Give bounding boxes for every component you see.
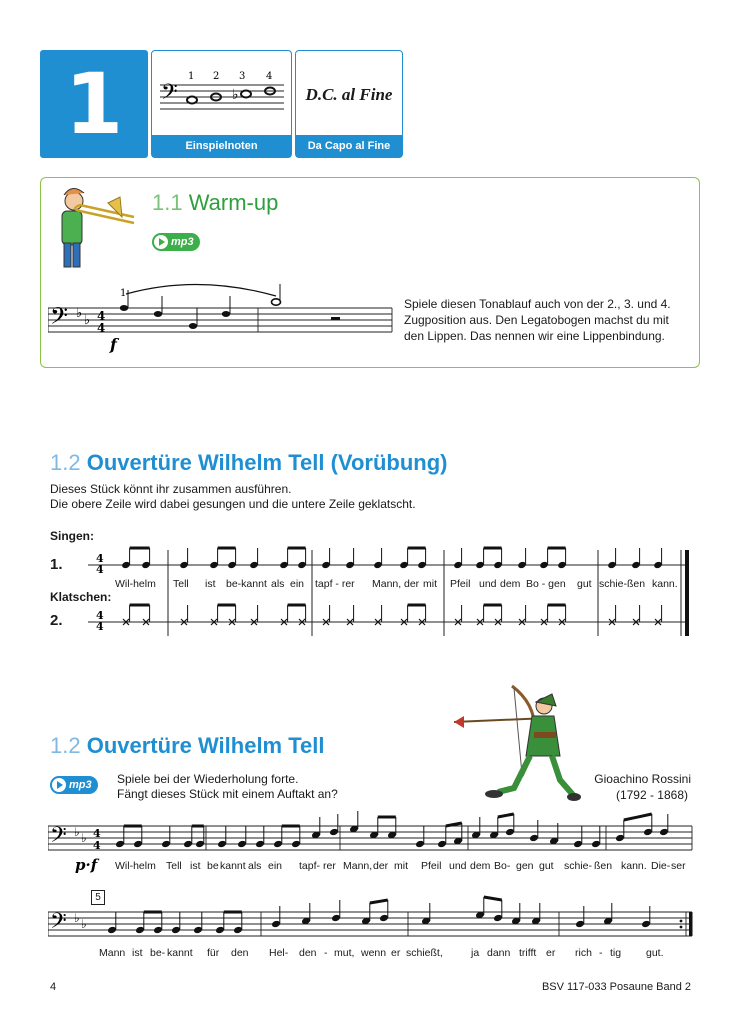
piece-lyric-17: gen [516, 860, 534, 872]
composer-dates: (1792 - 1868) [615, 788, 688, 802]
composer-name: Gioachino Rossini [594, 772, 691, 786]
piece-lyric-10: Mann, [343, 860, 373, 872]
klatschen-label: Klatschen: [50, 590, 112, 604]
piece-mp3-button[interactable] [50, 776, 98, 794]
piece-lyric-9: rer [323, 860, 336, 872]
svg-text:4: 4 [93, 827, 101, 840]
exercise-heading [50, 450, 448, 476]
lyric-17: kann. [652, 578, 678, 590]
piece-lyric2-15: dann [487, 947, 511, 959]
piece-lyric2-11: wenn [361, 947, 387, 959]
svg-text:♭: ♭ [232, 87, 239, 103]
svg-text:♭: ♭ [74, 911, 80, 925]
dacapo-text: D.C. al Fine [305, 85, 393, 104]
piece-title: Ouvertüre Wilhelm Tell [86, 733, 325, 758]
piece-lyric-21: kann. [621, 860, 647, 872]
warmup-fingering: 1 [120, 288, 127, 299]
piece-lyric-14: und [449, 860, 467, 872]
lyric-10: mit [423, 578, 437, 590]
piece-lyric2-16: trifft [519, 947, 537, 959]
warmup-notes-caption: Einspielnoten [152, 135, 291, 157]
lyric-5: als [271, 578, 285, 590]
warmup-title: Warm-up [188, 190, 279, 215]
piece-lyric2-8: den [299, 947, 317, 959]
piece-lyric2-18: rich [575, 947, 592, 959]
piece-lyric-4: be [207, 860, 219, 872]
piece-lyric-19: schie- [564, 860, 593, 872]
exercise-intro-1: Dieses Stück könnt ihr zusammen ausführen. [50, 482, 292, 496]
piece-staff-1 [48, 806, 694, 886]
lyric-11: Pfeil [450, 578, 471, 590]
bass-clef-icon: 𝄢 [161, 80, 178, 110]
warmup-heading [152, 190, 278, 216]
piece-lyric-2: Tell [166, 860, 182, 872]
svg-text:4: 4 [96, 620, 104, 633]
warmup-notes-box [151, 50, 292, 158]
piece-lyric-13: Pfeil [421, 860, 442, 872]
play-icon [154, 235, 168, 249]
warmup-number: 1.1 [152, 190, 183, 215]
svg-text:♭: ♭ [81, 917, 87, 931]
piece-lyric2-6: den [231, 947, 249, 959]
lyric-2: Tell [173, 578, 189, 590]
exercise-intro-2: Die obere Zeile wird dabei gesungen und die untere Zeile geklatscht. [50, 497, 416, 511]
piece-lyric-16: Bo- [494, 860, 511, 872]
bass-clef-icon: 𝄢 [50, 909, 67, 939]
piece-instruction-2: Fängt dieses Stück mit einem Auftakt an? [117, 787, 338, 801]
lyric-4: be-kannt [226, 578, 267, 590]
lyric-13: dem [500, 578, 521, 590]
mp3-label: mp3 [69, 779, 92, 791]
lyric-9: der [404, 578, 420, 590]
piece-lyric2-1: Mann [99, 947, 126, 959]
piece-lyric-20: ßen [594, 860, 613, 872]
lyric-6: ein [290, 578, 305, 590]
exercise-number: 1.2 [50, 450, 81, 475]
piece-lyric2-3: be- [150, 947, 166, 959]
piece-lyric-8: tapf- [299, 860, 321, 872]
warmup-staff [48, 282, 394, 360]
piece-lyric2-17: er [546, 947, 556, 959]
piece-instruction-1: Spiele bei der Wiederholung forte. [117, 772, 299, 786]
measure-number: 5 [91, 890, 105, 905]
row-1-number: 1. [50, 556, 63, 573]
svg-text:♭: ♭ [81, 831, 87, 845]
piece-lyric-7: ein [268, 860, 283, 872]
piece-lyric-11: der [373, 860, 389, 872]
piece-lyric-22: Die- [651, 860, 671, 872]
warmup-notes-staff [152, 51, 292, 137]
warmup-dynamic: f [110, 335, 117, 354]
fingering-3: 3 [239, 71, 246, 82]
lyric-16: schie-ßen [599, 578, 646, 590]
piece-lyric2-13: schießt, [406, 947, 443, 959]
svg-text:♭: ♭ [74, 825, 80, 839]
play-icon [52, 778, 66, 792]
piece-heading [50, 733, 325, 759]
fingering-4: 4 [266, 71, 273, 82]
svg-text:♭: ♭ [76, 306, 83, 321]
lyric-7: tapf - rer [315, 578, 355, 590]
piece-lyric2-19: - [599, 947, 603, 959]
piece-lyric2-12: er [391, 947, 401, 959]
lyric-8: Mann, [372, 578, 402, 590]
piece-lyric2-10: mut, [334, 947, 355, 959]
lyric-15: gut [577, 578, 592, 590]
catalog-number: BSV 117-033 Posaune Band 2 [541, 981, 691, 993]
piece-lyric2-5: für [207, 947, 220, 959]
piece-lyric-3: ist [190, 860, 201, 872]
robin-hood-archer-illustration [452, 676, 582, 802]
piece-lyric2-14: ja [471, 947, 480, 959]
svg-text:4: 4 [96, 609, 104, 622]
piece-lyric2-4: kannt [167, 947, 193, 959]
row-2-number: 2. [50, 612, 63, 629]
piece-lyric2-2: ist [132, 947, 143, 959]
piece-lyric-6: als [248, 860, 262, 872]
warmup-mp3-button[interactable] [152, 233, 200, 251]
piece-dynamics: p·f [75, 856, 98, 874]
lyric-1: Wil-helm [115, 578, 156, 590]
piece-number: 1.2 [50, 733, 81, 758]
svg-text:4: 4 [96, 563, 104, 576]
piece-lyric-5: kannt [220, 860, 246, 872]
chapter-number: 1 [64, 55, 124, 153]
page-number: 4 [50, 981, 57, 993]
piece-lyric-1: Wil-helm [115, 860, 156, 872]
fingering-1: 1 [188, 71, 195, 82]
piece-lyric-12: mit [394, 860, 408, 872]
piece-lyric2-9: - [324, 947, 328, 959]
piece-lyric2-21: gut. [646, 947, 664, 959]
lyric-12: und [479, 578, 497, 590]
trombone-player-illustration [50, 183, 142, 273]
svg-text:4: 4 [93, 839, 101, 852]
lyric-14: Bo - gen [526, 578, 566, 590]
bass-clef-icon: 𝄢 [50, 302, 69, 335]
dacapo-caption: Da Capo al Fine [296, 135, 402, 157]
dacapo-box [295, 50, 403, 158]
singen-label: Singen: [50, 529, 94, 543]
piece-lyric-23: ser [671, 860, 686, 872]
chapter-number-box [40, 50, 148, 158]
lyric-3: ist [205, 578, 216, 590]
svg-text:4: 4 [97, 309, 106, 323]
bass-clef-icon: 𝄢 [50, 823, 67, 853]
svg-text:4: 4 [97, 321, 106, 335]
piece-lyric-18: gut [539, 860, 554, 872]
piece-lyric2-7: Hel- [269, 947, 289, 959]
piece-lyric-15: dem [470, 860, 491, 872]
piece-lyric2-20: tig [610, 947, 622, 959]
svg-text:4: 4 [96, 552, 104, 565]
warmup-description: Spiele diesen Tonablauf auch von der 2., 3. und 4. Zugposition aus. Den Legatobogen machst du mit den Lippen. Das nennen wir eine Lippenbindung. [404, 297, 671, 343]
mp3-label: mp3 [171, 236, 194, 248]
fingering-2: 2 [213, 71, 220, 82]
svg-text:♭: ♭ [84, 313, 91, 328]
exercise-title: Ouvertüre Wilhelm Tell (Vorübung) [86, 450, 448, 475]
